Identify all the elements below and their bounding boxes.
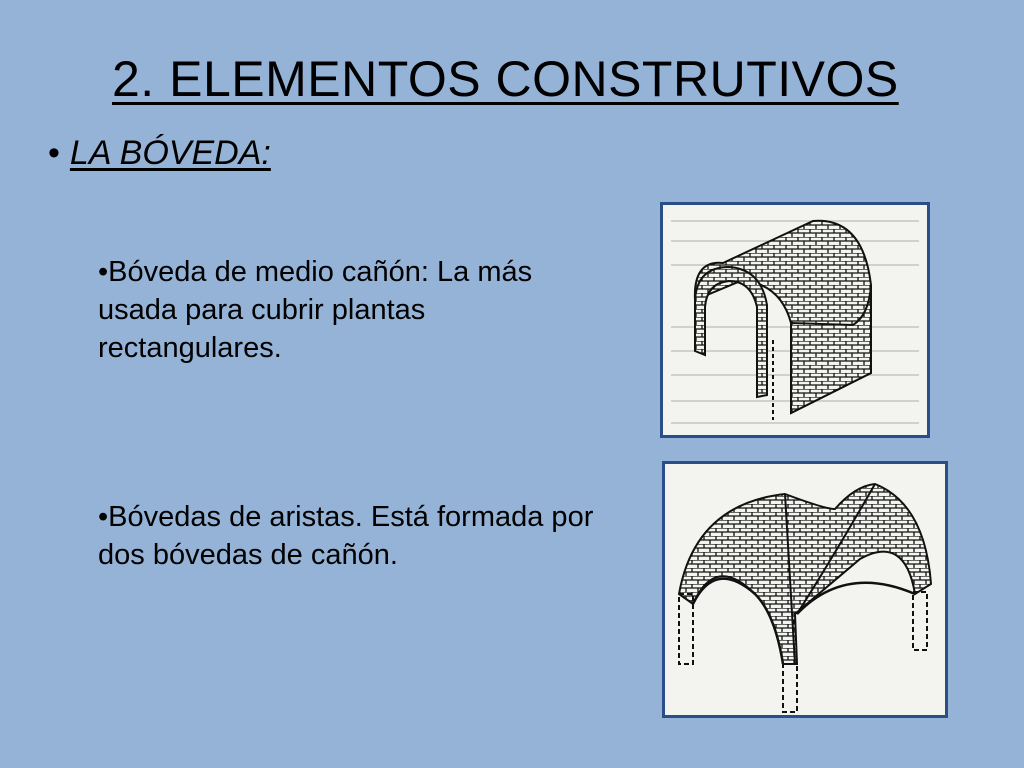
main-bullet xyxy=(48,134,271,173)
slide-title: 2. ELEMENTOS CONSTRUTIVOS xyxy=(112,51,899,107)
bullet-dot: • xyxy=(48,134,60,172)
barrel-vault-image xyxy=(660,202,930,438)
barrel-vault-drawing-icon xyxy=(663,205,927,435)
main-bullet-label: LA BÓVEDA: xyxy=(69,134,271,172)
groin-vault-image xyxy=(662,461,948,718)
sub-bullet-barrel-vault: •Bóveda de medio cañón: La más usada para cubrir plantas rectangulares. xyxy=(98,256,533,364)
groin-vault-drawing-icon xyxy=(665,464,945,715)
sub-bullet-groin-vault: •Bóvedas de aristas. Está formada por dos bóvedas de cañón. xyxy=(98,501,594,571)
